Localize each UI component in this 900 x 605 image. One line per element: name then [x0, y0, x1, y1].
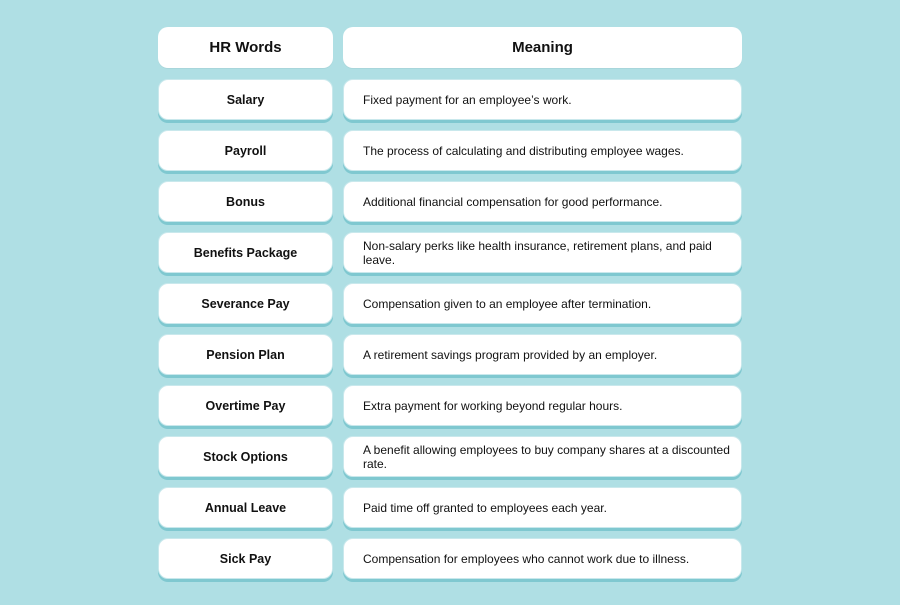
term-cell: Pension Plan: [158, 334, 333, 375]
term-cell: Annual Leave: [158, 487, 333, 528]
term-cell: Payroll: [158, 130, 333, 171]
header-meaning: Meaning: [343, 27, 742, 68]
table-row: [158, 283, 742, 324]
term-cell: Overtime Pay: [158, 385, 333, 426]
meaning-cell: A benefit allowing employees to buy company shares at a discounted rate.: [343, 436, 742, 477]
term-cell: Salary: [158, 79, 333, 120]
table-row: [158, 487, 742, 528]
meaning-cell: Compensation given to an employee after termination.: [343, 283, 742, 324]
table-row: [158, 334, 742, 375]
meaning-cell: Non-salary perks like health insurance, retirement plans, and paid leave.: [343, 232, 742, 273]
meaning-cell: Extra payment for working beyond regular hours.: [343, 385, 742, 426]
table-row: [158, 538, 742, 579]
table-row: [158, 181, 742, 222]
meaning-cell: Fixed payment for an employee’s work.: [343, 79, 742, 120]
header-hr-words: HR Words: [158, 27, 333, 68]
meaning-cell: Compensation for employees who cannot work due to illness.: [343, 538, 742, 579]
table-header: [158, 27, 742, 68]
table-row: [158, 232, 742, 273]
table-row: [158, 385, 742, 426]
term-cell: Bonus: [158, 181, 333, 222]
term-cell: Benefits Package: [158, 232, 333, 273]
meaning-cell: A retirement savings program provided by an employer.: [343, 334, 742, 375]
table-row: [158, 130, 742, 171]
table-row: [158, 436, 742, 477]
term-cell: Severance Pay: [158, 283, 333, 324]
term-cell: Stock Options: [158, 436, 333, 477]
meaning-cell: Additional financial compensation for good performance.: [343, 181, 742, 222]
table-row: [158, 79, 742, 120]
hr-vocabulary-table: [158, 27, 742, 589]
meaning-cell: Paid time off granted to employees each year.: [343, 487, 742, 528]
term-cell: Sick Pay: [158, 538, 333, 579]
meaning-cell: The process of calculating and distributing employee wages.: [343, 130, 742, 171]
